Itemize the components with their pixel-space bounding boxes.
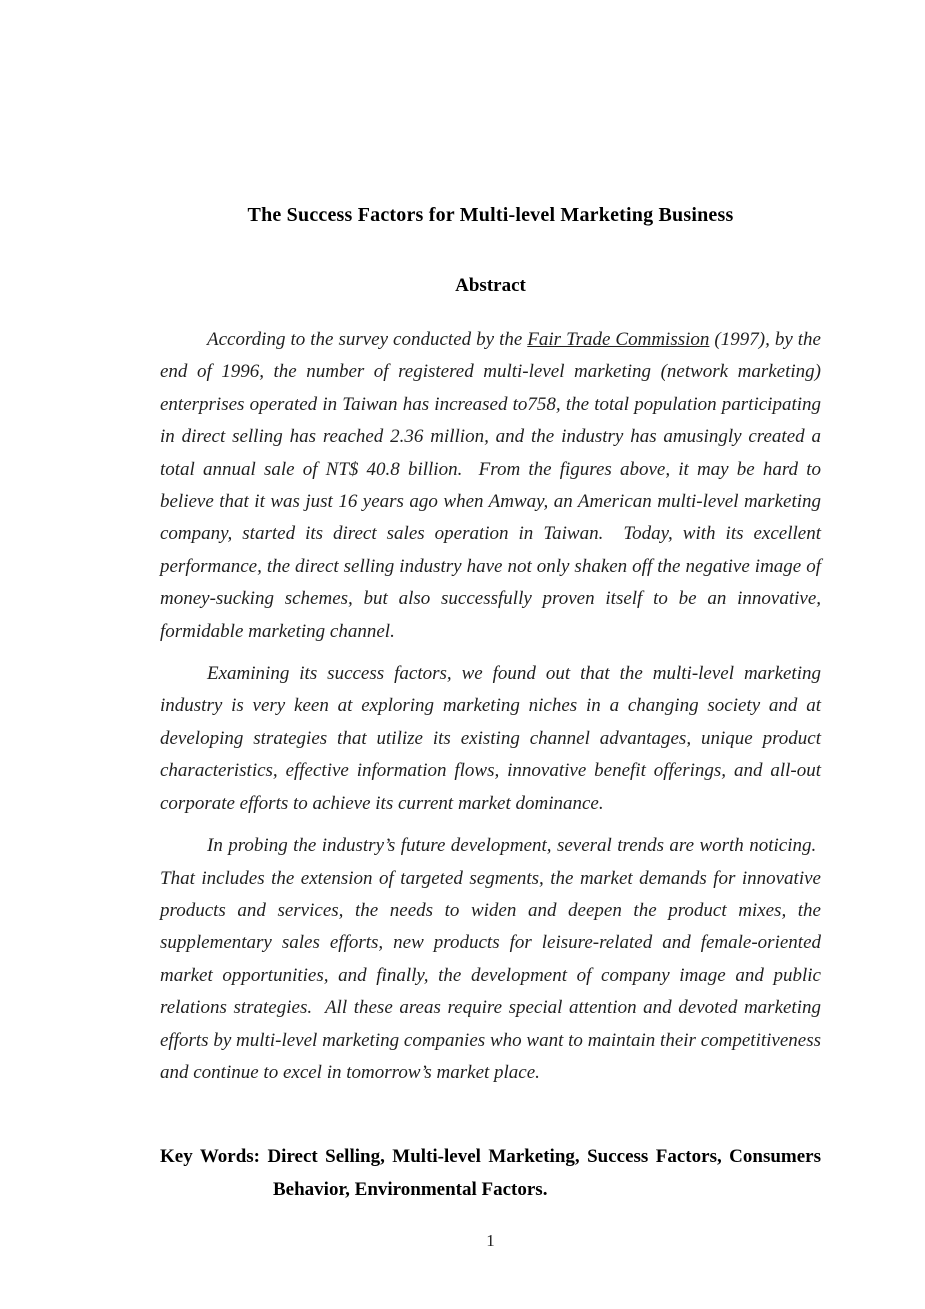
abstract-body (160, 324, 821, 1089)
abstract-paragraph-3: In probing the industry’s future development, several trends are worth noticing. That includes the extension of targeted segments, the market demands for innovative products and services, the needs to widen and deepen the product mixes, the supplementary sales efforts, new products for leisure-related and female-oriented market opportunities, and finally, the development of company image and public relations strategies. All these areas require special attention and devoted marketing efforts by multi-level marketing companies who want to maintain their competitiveness and continue to excel in tomorrow’s market place. (160, 835, 821, 1083)
underlined-citation: Fair Trade Commission (527, 329, 710, 350)
abstract-paragraph-2: Examining its success factors, we found out that the multi-level marketing industry is very keen at exploring marketing niches in a changing society and at developing strategies that utilize its existing channel advantages, unique product characteristics, effective information flows, innovative benefit offerings, and all-out corporate efforts to achieve its current market dominance. (160, 663, 821, 814)
page-number: 1 (486, 1231, 495, 1251)
keywords-text: Direct Selling, Multi-level Marketing, Success Factors, Consumers Behavior, Environmental Factors. (267, 1146, 821, 1200)
paragraph-1-text-before-citation: According to the survey conducted by the (207, 329, 528, 350)
abstract-paragraph-1 (160, 324, 821, 648)
paper-title: The Success Factors for Multi-level Marketing Business (247, 204, 734, 226)
keywords-block (160, 1141, 821, 1206)
keywords-label: Key Words: (160, 1146, 260, 1168)
abstract-heading: Abstract (455, 275, 526, 296)
paragraph-1-text-after-citation: (1997), by the end of 1996, the number of registered multi-level marketing (network marketing) enterprises operated in Taiwan has increased to758, the total population participating in direct selling has reached 2.36 million, and the industry has amusingly created a total annual sale of NT$ 40.8 billion. From the figures above, it may be hard to believe that it was just 16 years ago when Amway, an American multi-level marketing company, started its direct sales operation in Taiwan. Today, with its excellent performance, the direct selling industry have not only shaken off the negative image of money-sucking schemes, but also successfully proven itself to be an innovative, formidable marketing channel. (160, 329, 821, 642)
